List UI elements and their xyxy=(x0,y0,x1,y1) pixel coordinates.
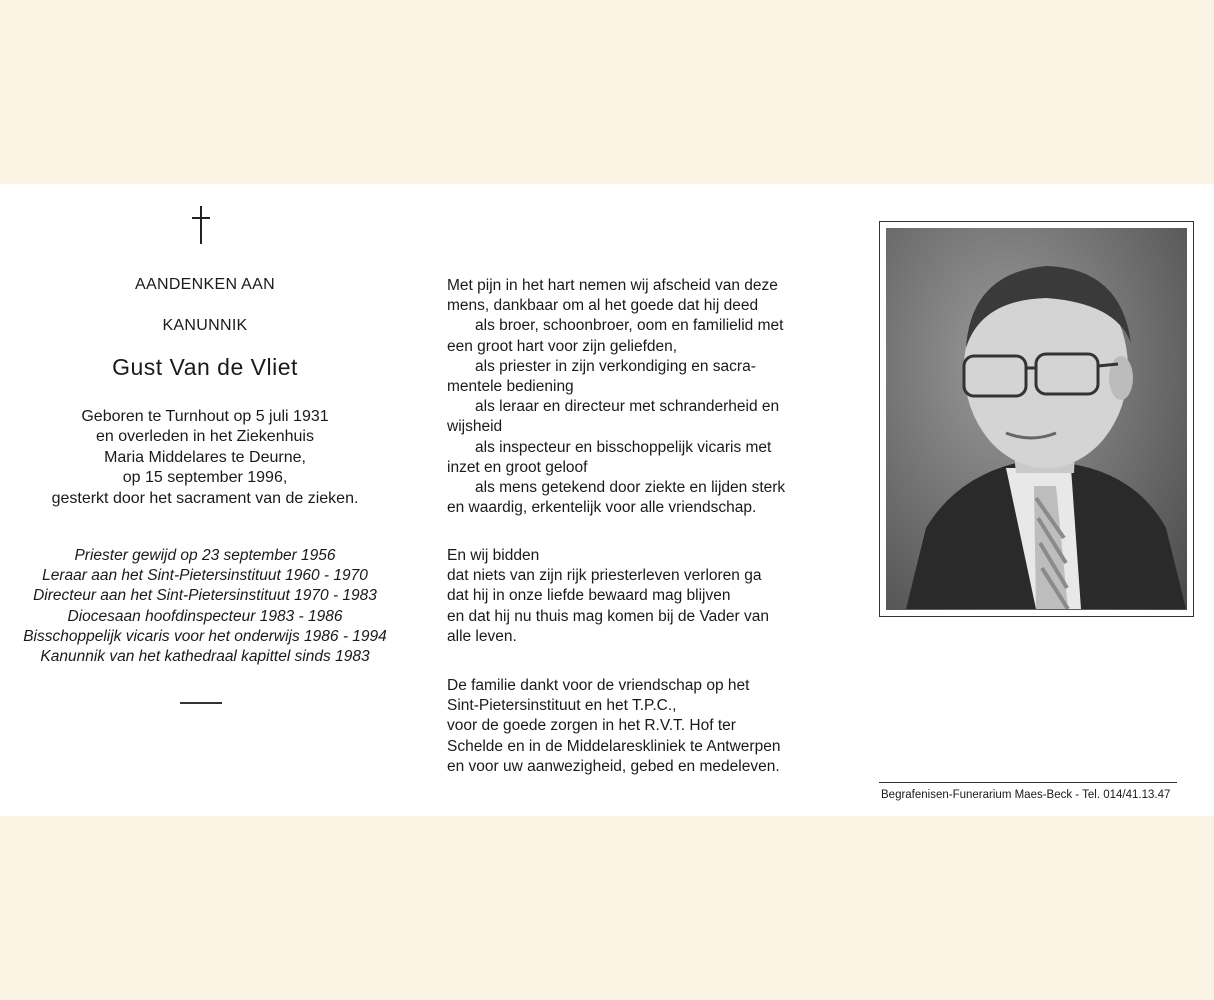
text-line: mentele bediening xyxy=(447,378,574,396)
text-line: alle leven. xyxy=(447,627,517,645)
bio-block xyxy=(20,407,390,509)
career-line: Directeur aan het Sint-Pietersinstituut 1970 - 1983 xyxy=(33,587,377,605)
text-line: Sint-Pietersinstituut en het T.P.C., xyxy=(447,697,677,715)
deceased-name: Gust Van de Vliet xyxy=(112,354,298,380)
thanks-paragraph xyxy=(447,676,807,777)
text-line: als priester in zijn verkondiging en sacra- xyxy=(475,357,756,375)
career-line: Bisschoppelijk vicaris voor het onderwijs 1986 - 1994 xyxy=(23,627,387,645)
farewell-paragraph xyxy=(447,276,807,518)
text-line: De familie dankt voor de vriendschap op het xyxy=(447,677,750,694)
text-line: en voor uw aanwezigheid, gebed en medeleven. xyxy=(447,757,780,775)
text-line: voor de goede zorgen in het R.V.T. Hof ter xyxy=(447,717,736,735)
bio-line: gesterkt door het sacrament van de zieken. xyxy=(51,489,359,507)
career-line: Kanunnik van het kathedraal kapittel sinds 1983 xyxy=(40,648,370,666)
text-line: als broer, schoonbroer, oom en familielid met xyxy=(475,317,784,335)
text-line: een groot hart voor zijn geliefden, xyxy=(447,337,678,355)
text-line: dat hij in onze liefde bewaard mag blijven xyxy=(447,587,731,605)
bio-line: Maria Middelares te Deurne, xyxy=(104,448,306,466)
text-line: als leraar en directeur met schranderheid en xyxy=(475,398,780,416)
career-line: Priester gewijd op 23 september 1956 xyxy=(74,547,336,564)
portrait-frame xyxy=(879,221,1194,617)
divider xyxy=(180,702,222,704)
text-line: als inspecteur en bisschoppelijk vicaris met xyxy=(475,438,772,456)
bio-line: op 15 september 1996, xyxy=(122,469,288,487)
text-line: inzet en groot geloof xyxy=(447,458,588,476)
footer-divider xyxy=(879,782,1177,783)
text-line: En wij bidden xyxy=(447,547,540,564)
funeral-home-credit: Begrafenisen-Funerarium Maes-Beck - Tel. 014/41.13.47 xyxy=(881,789,1171,801)
text-line: dat niets van zijn rijk priesterleven verloren ga xyxy=(447,567,762,585)
bio-line: en overleden in het Ziekenhuis xyxy=(96,428,314,446)
career-line: Diocesaan hoofdinspecteur 1983 - 1986 xyxy=(67,607,343,625)
card-title: KANUNNIK xyxy=(162,317,248,334)
text-line: en waardig, erkentelijk voor alle vriendschap. xyxy=(447,499,757,517)
career-line: Leraar aan het Sint-Pietersinstituut 1960 - 1970 xyxy=(42,567,368,585)
portrait-illustration xyxy=(886,228,1186,609)
card-heading: AANDENKEN AAN xyxy=(135,276,275,293)
prayer-paragraph xyxy=(447,546,807,647)
cross-icon xyxy=(190,206,212,244)
portrait-photo xyxy=(886,228,1187,610)
text-line: mens, dankbaar om al het goede dat hij deed xyxy=(447,297,759,315)
career-block xyxy=(20,546,390,667)
text-line: Met pijn in het hart nemen wij afscheid van deze xyxy=(447,277,778,294)
text-line: als mens getekend door ziekte en lijden sterk xyxy=(475,479,786,497)
text-line: Schelde en in de Middelareskliniek te Antwerpen xyxy=(447,737,781,755)
bio-line: Geboren te Turnhout op 5 juli 1931 xyxy=(81,408,329,425)
text-line: en dat hij nu thuis mag komen bij de Vader van xyxy=(447,607,769,625)
text-line: wijsheid xyxy=(447,418,503,436)
